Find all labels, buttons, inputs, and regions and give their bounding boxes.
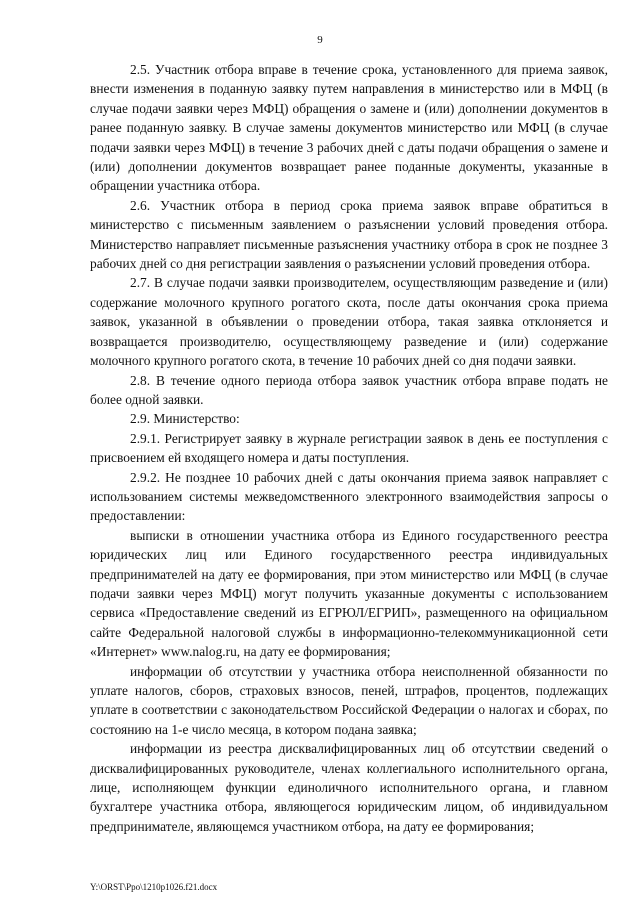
paragraph-disqualified-registry: информации из реестра дисквалифицированных лиц об отсутствии сведений о дисквалифицированных руководителе, членах коллегиального исполнительного органа, лице, исполняющем функции единоличного исполнительного органа, и главном бухгалтере участника отбора, являющегося юридическим лицом, об индивидуальном предпринимателе, являющемся участником отбора, на дату ее формирования;: [90, 741, 608, 834]
paragraph-tax-info: информации об отсутствии у участника отбора неисполненной обязанности по уплате налогов, сборов, страховых взносов, пеней, штрафов, процентов, подлежащих уплате в соответствии с законодательством Российской Федерации о налогах и сборах, по состоянию на 1-е число месяца, в котором подана заявка;: [90, 663, 608, 737]
footer-file-path: Y:\ORST\Ppo\1210p1026.f21.docx: [90, 882, 218, 892]
paragraph-egrul-extract: выписки в отношении участника отбора из Единого государственного реестра юридических лиц или Единого государственного реестра индивидуальных предпринимателей на дату ее формирования, при этом министерство или МФЦ (в случае подачи заявки через МФЦ) могут получить указанные документы с использованием сервиса «Предоставление сведений из ЕГРЮЛ/ЕГРИП», размещенного на официальном сайте Федеральной налоговой службы в информационно-телекоммуникационной сети «Интернет» www.nalog.ru, на дату ее формирования;: [90, 527, 608, 660]
document-body: [90, 60, 608, 836]
paragraph-2-9: 2.9. Министерство:: [130, 411, 240, 427]
paragraph-2-9-1: 2.9.1. Регистрирует заявку в журнале регистрации заявок в день ее поступления с присвоением ей входящего номера и даты поступления.: [90, 430, 608, 466]
page-number: 9: [317, 34, 323, 46]
paragraph-2-5: 2.5. Участник отбора вправе в течение срока, установленного для приема заявок, внести изменения в поданную заявку путем направления в министерство или в МФЦ (в случае подачи заявки через МФЦ) обращения о замене и (или) дополнении документов в ранее поданную заявку. В случае замены документов министерство или МФЦ (в случае подачи заявки через МФЦ) в течение 3 рабочих дней с даты подачи обращения о замене и (или) дополнении документов возвращает ранее поданные документы, указанные в обращении участника отбора.: [90, 62, 608, 194]
paragraph-2-6: 2.6. Участник отбора в период срока приема заявок вправе обратиться в министерство с письменным заявлением о разъяснении условий проведения отбора. Министерство направляет письменные разъяснения участнику отбора в срок не позднее 3 рабочих дней со дня регистрации заявления о разъяснении условий проведения отбора.: [90, 197, 608, 272]
paragraph-2-9-2: 2.9.2. Не позднее 10 рабочих дней с даты окончания приема заявок направляет с использованием системы межведомственного электронного взаимодействия запросы о предоставлении:: [90, 469, 608, 524]
paragraph-2-8: 2.8. В течение одного периода отбора заявок участник отбора вправе подать не более одной заявки.: [90, 372, 608, 407]
paragraph-2-7: 2.7. В случае подачи заявки производителем, осуществляющим разведение и (или) содержание молочного крупного рогатого скота, после даты окончания срока приема заявок, указанной в объявлении о проведении отбора, такая заявка отклоняется и возвращается производителю, осуществляющему разведение и (или) содержание молочного крупного рогатого скота, в течение 10 рабочих дней со дня подачи заявки.: [90, 275, 608, 369]
